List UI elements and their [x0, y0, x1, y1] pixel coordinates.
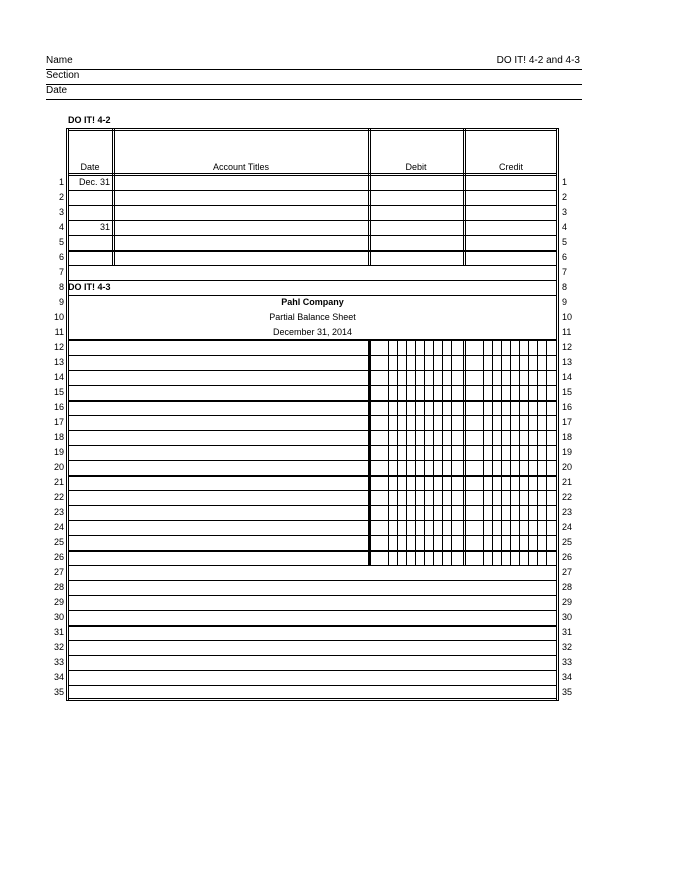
digit-column-line	[397, 340, 398, 565]
line-number: 29	[562, 597, 573, 607]
row-rule	[68, 340, 557, 341]
line-number: 31	[562, 627, 573, 637]
money-column-border-inner	[465, 128, 466, 265]
row-rule	[68, 640, 557, 641]
line-number: 31	[53, 627, 64, 637]
line-number: 22	[53, 492, 64, 502]
line-number: 18	[53, 432, 64, 442]
digit-column-line	[537, 340, 538, 565]
outer-border-left	[66, 128, 67, 700]
line-number: 21	[562, 477, 573, 487]
row-rule	[68, 235, 557, 236]
line-number: 2	[58, 192, 64, 202]
section-label: Section	[46, 70, 80, 81]
digit-column-line	[442, 340, 443, 565]
digit-column-line	[546, 340, 547, 565]
line-number: 22	[562, 492, 573, 502]
money-column-border	[368, 128, 369, 265]
digit-column-line	[510, 340, 511, 565]
row-rule	[68, 655, 557, 656]
digit-column-line	[483, 340, 484, 565]
row-rule	[68, 190, 557, 191]
digit-column-line	[528, 340, 529, 565]
assignment-title: DO IT! 4-2 and 4-3	[496, 55, 580, 66]
line-number: 16	[53, 402, 64, 412]
col-credit-header: Credit	[498, 162, 523, 172]
outer-border-bottom-inner	[68, 698, 557, 699]
line-number: 14	[562, 372, 573, 382]
line-number: 34	[562, 672, 573, 682]
row-rule	[68, 685, 557, 686]
row-rule	[68, 205, 557, 206]
col-date-header: Date	[80, 162, 100, 172]
row1-date[interactable]: Dec. 31	[78, 177, 110, 187]
row-rule	[68, 265, 557, 266]
company-name: Pahl Company	[281, 297, 344, 307]
line-number: 9	[562, 297, 568, 307]
row-rule	[68, 175, 557, 176]
digit-column-line	[415, 340, 416, 565]
line-number: 24	[53, 522, 64, 532]
money-column-border-inner	[465, 340, 466, 565]
line-number: 29	[53, 597, 64, 607]
line-number: 4	[562, 222, 568, 232]
line-number: 25	[562, 537, 573, 547]
row-rule	[68, 520, 557, 521]
line-number: 35	[53, 687, 64, 697]
statement-name: Partial Balance Sheet	[269, 312, 356, 322]
digit-column-line	[501, 340, 502, 565]
line-number: 14	[53, 372, 64, 382]
row-rule	[68, 370, 557, 371]
outer-border-top	[66, 128, 559, 129]
row4-date[interactable]: 31	[99, 222, 110, 232]
digit-column-line	[451, 340, 452, 565]
row-rule	[68, 595, 557, 596]
line-number: 17	[562, 417, 573, 427]
outer-border-bottom	[66, 700, 559, 701]
line-number: 27	[53, 567, 64, 577]
line-number: 33	[53, 657, 64, 667]
line-number: 20	[562, 462, 573, 472]
line-number: 2	[562, 192, 568, 202]
line-number: 28	[562, 582, 573, 592]
line-number: 33	[562, 657, 573, 667]
line-number: 28	[53, 582, 64, 592]
row-rule	[68, 475, 557, 477]
date-column-border	[112, 128, 113, 265]
line-number: 13	[562, 357, 573, 367]
row-rule	[68, 670, 557, 671]
statement-date: December 31, 2014	[272, 327, 353, 337]
outer-border-right	[558, 128, 559, 700]
row-rule	[68, 415, 557, 416]
line-number: 5	[58, 237, 64, 247]
line-number: 6	[58, 252, 64, 262]
row-rule	[68, 430, 557, 431]
money-column-border-inner	[370, 340, 371, 565]
line-number: 10	[53, 312, 64, 322]
row-rule	[68, 490, 557, 491]
line-number: 11	[54, 327, 64, 337]
digit-column-line	[388, 340, 389, 565]
line-number: 1	[58, 177, 64, 187]
line-number: 23	[53, 507, 64, 517]
line-number: 3	[562, 207, 568, 217]
row-rule	[68, 460, 557, 461]
line-number: 25	[53, 537, 64, 547]
line-number: 15	[562, 387, 573, 397]
line-number: 32	[562, 642, 573, 652]
line-number: 18	[562, 432, 573, 442]
line-number: 15	[53, 387, 64, 397]
line-number: 23	[562, 507, 573, 517]
row-rule	[68, 565, 557, 566]
line-number: 27	[562, 567, 573, 577]
row-rule	[68, 505, 557, 506]
digit-column-line	[519, 340, 520, 565]
row-rule	[68, 355, 557, 356]
line-number: 3	[58, 207, 64, 217]
line-number: 10	[562, 312, 573, 322]
line-number: 8	[58, 282, 64, 292]
line-number: 19	[53, 447, 64, 457]
outer-border-top-inner	[68, 130, 557, 131]
line-number: 5	[562, 237, 568, 247]
line-number: 4	[58, 222, 64, 232]
row-rule	[68, 550, 557, 552]
line-number: 8	[562, 282, 568, 292]
row-rule	[68, 535, 557, 536]
line-number: 7	[58, 267, 64, 277]
row-rule	[68, 610, 557, 611]
part1-title: DO IT! 4-2	[68, 115, 111, 125]
money-column-border	[463, 128, 464, 265]
line-number: 7	[562, 267, 568, 277]
line-number: 17	[53, 417, 64, 427]
row-rule	[68, 580, 557, 581]
date-column-border-inner	[114, 128, 115, 265]
line-number: 35	[562, 687, 573, 697]
col-debit-header: Debit	[405, 162, 427, 172]
name-label: Name	[46, 55, 73, 66]
line-number: 6	[562, 252, 568, 262]
money-column-border	[369, 340, 370, 565]
line-number: 19	[562, 447, 573, 457]
col-account-header: Account Titles	[212, 162, 270, 172]
line-number: 9	[58, 297, 64, 307]
digit-column-line	[492, 340, 493, 565]
money-column-border	[463, 340, 464, 565]
date-label: Date	[46, 85, 68, 96]
digit-column-line	[406, 340, 407, 565]
line-number: 20	[53, 462, 64, 472]
row-rule	[68, 220, 557, 221]
row-rule	[68, 385, 557, 386]
line-number: 12	[53, 342, 64, 352]
line-number: 13	[53, 357, 64, 367]
line-number: 16	[562, 402, 573, 412]
line-number: 30	[562, 612, 573, 622]
line-number: 1	[562, 177, 568, 187]
part2-title: DO IT! 4-3	[68, 282, 111, 292]
row-rule	[68, 445, 557, 446]
line-number: 12	[562, 342, 573, 352]
line-number: 26	[53, 552, 64, 562]
line-number: 34	[53, 672, 64, 682]
row-rule	[68, 400, 557, 402]
row-rule	[68, 625, 557, 627]
digit-column-line	[433, 340, 434, 565]
money-column-border-inner	[370, 128, 371, 265]
line-number: 32	[53, 642, 64, 652]
digit-column-line	[424, 340, 425, 565]
outer-border-right-inner	[556, 128, 557, 700]
line-number: 24	[562, 522, 573, 532]
outer-border-left-inner	[68, 128, 69, 700]
line-number: 30	[53, 612, 64, 622]
line-number: 21	[53, 477, 64, 487]
row-rule	[68, 250, 557, 252]
line-number: 11	[562, 327, 572, 337]
line-number: 26	[562, 552, 573, 562]
